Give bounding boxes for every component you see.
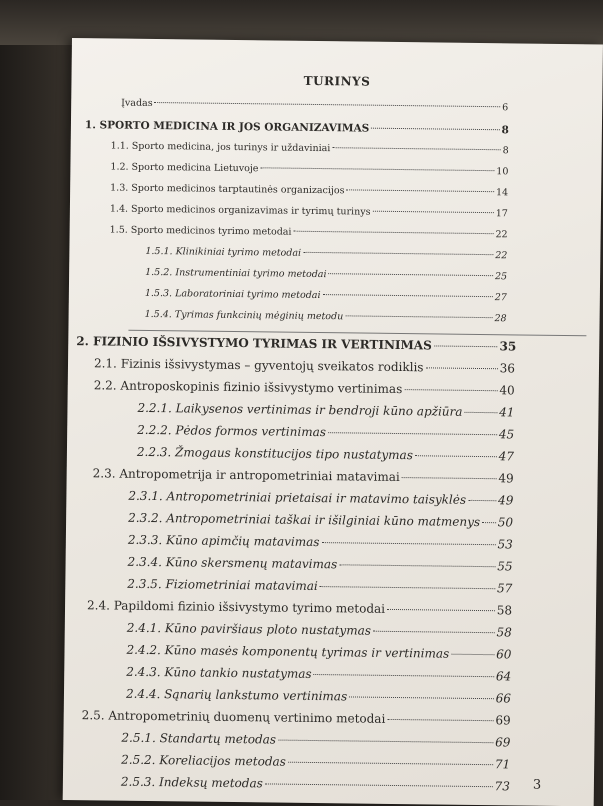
toc-entry-section	[87, 598, 512, 617]
toc-entry-page: 60	[496, 647, 512, 662]
toc-entry-chapter-2	[76, 334, 516, 353]
toc-entry-section	[111, 140, 509, 156]
toc-entry-label: 2.3.4. Kūno skersmenų matavimas	[127, 554, 338, 572]
toc-leader	[321, 542, 495, 545]
toc-entry-page: 8	[502, 145, 509, 157]
toc-leader	[294, 231, 494, 234]
toc-entry-subsection	[126, 687, 511, 706]
toc-entry-label: 1.4. Sporto medicinos organizavimas ir tyrimų turinys	[109, 203, 371, 218]
toc-entry-label: 2.5. Antropometrinių duomenų vertinimo metodai	[81, 708, 386, 726]
toc-entry-chapter-1	[85, 119, 509, 136]
toc-entry-page: 6	[502, 102, 509, 114]
toc-entry-label: 2.4. Papildomi fizinio išsivystymo tyrimo metodai	[86, 598, 386, 616]
toc-entry-page: 17	[495, 208, 508, 220]
toc-entry-page: 69	[495, 735, 511, 750]
toc-leader	[372, 211, 493, 213]
toc-entry-label: 2.3.3. Kūno apimčių matavimas	[127, 532, 320, 550]
page-title: TURINYS	[303, 73, 371, 89]
toc-entry-label: 2.3.2. Antropometriniai taškai ir išilginiai kūno matmenys	[128, 510, 481, 530]
toc-entry-page: 36	[499, 361, 516, 376]
toc-entry-subsection	[137, 445, 514, 464]
toc-entry-page: 40	[499, 383, 515, 398]
toc-entry-page: 45	[498, 427, 515, 442]
toc-entry-page: 28	[494, 313, 507, 325]
toc-leader	[314, 674, 494, 677]
toc-leader	[415, 455, 497, 457]
toc-leader	[332, 147, 500, 150]
toc-entry-subsection	[145, 309, 507, 324]
toc-entry-label: 2.4.2. Kūno masės komponentų tyrimas ir vertinimas	[126, 642, 450, 661]
toc-entry-page: 49	[498, 493, 514, 508]
toc-leader	[482, 522, 496, 523]
toc-entry-label: 2.2.1. Laikysenos vertinimas ir bendroji kūno apžiūra	[137, 400, 463, 419]
toc-leader	[464, 412, 497, 413]
toc-entry-label: 1.2. Sporto medicina Lietuvoje	[110, 161, 259, 175]
toc-leader	[387, 719, 493, 721]
toc-leader	[265, 783, 493, 787]
toc-entry-subsection	[127, 621, 512, 640]
toc-leader	[260, 167, 494, 171]
toc-entry-subsection	[128, 489, 513, 508]
toc-entry-page: 22	[495, 250, 508, 262]
toc-leader	[320, 586, 495, 589]
toc-entry-page: 14	[495, 187, 509, 199]
toc-entry-section	[82, 708, 511, 727]
toc-entry-subsection	[121, 753, 510, 772]
toc-entry-page: 73	[494, 779, 510, 794]
toc-leader	[155, 102, 501, 107]
toc-entry-section	[110, 161, 508, 177]
toc-entry-page: 71	[494, 757, 511, 772]
toc-leader	[323, 294, 493, 297]
toc-leader	[468, 500, 496, 501]
toc-entry-label: 1. SPORTO MEDICINA IR JOS ORGANIZAVIMAS	[84, 119, 370, 135]
toc-entry-subsection	[145, 267, 507, 282]
toc-entry-section	[94, 356, 515, 375]
toc-leader	[402, 477, 497, 479]
toc-entry-label: 2.5.1. Standartų metodas	[121, 730, 277, 747]
toc-entry-subsection	[121, 731, 510, 750]
toc-entry-subsection	[128, 533, 513, 552]
toc-leader	[328, 432, 497, 435]
toc-entry-page: 66	[495, 691, 512, 706]
toc-leader	[373, 631, 495, 633]
toc-entry-label: 1.5.1. Klinikiniai tyrimo metodai	[145, 245, 302, 259]
toc-entry-label: 1.3. Sporto medicinos tarptautinės organizacijos	[110, 182, 345, 197]
toc-entry-page: 47	[498, 449, 515, 464]
toc-entry-page: 41	[499, 405, 515, 420]
toc-entry-subsection	[126, 665, 511, 684]
toc-entry-label: Įvadas	[121, 97, 153, 109]
toc-entry-subsection	[137, 401, 514, 420]
toc-entry-page: 25	[494, 271, 508, 283]
toc-entry-page: 69	[495, 713, 511, 728]
book-page	[63, 38, 603, 806]
toc-leader	[404, 389, 497, 391]
toc-leader	[349, 696, 494, 699]
page-number: 3	[532, 777, 542, 793]
toc-entry-label: 2.3.5. Fiziometriniai matavimai	[127, 576, 318, 594]
toc-entry-page: 49	[498, 471, 514, 486]
toc-entry-subsection	[128, 555, 513, 574]
toc-entry-page: 22	[495, 229, 508, 241]
toc-entry-subsection	[137, 423, 514, 442]
toc-entry-page: 8	[501, 124, 509, 137]
toc-leader	[425, 367, 497, 369]
toc-leader	[387, 609, 495, 611]
toc-entry-page: 50	[497, 515, 514, 530]
toc-entry-page: 10	[496, 166, 509, 178]
toc-leader	[371, 128, 499, 131]
toc-entry-label: 2.3. Antropometrija ir antropometriniai matavimai	[92, 466, 400, 485]
toc-entry-label: 2.2.3. Žmogaus konstitucijos tipo nustatymas	[136, 444, 413, 463]
toc-leader	[339, 564, 495, 567]
toc-leader	[346, 189, 494, 192]
toc-leader	[278, 740, 493, 744]
toc-entry-section	[93, 466, 514, 485]
toc-leader	[329, 273, 494, 276]
toc-entry-page: 55	[497, 559, 513, 574]
toc-entry-label: 2.5.2. Koreliacijos metodas	[121, 752, 286, 769]
toc-entry-section	[94, 378, 515, 397]
toc-entry-page: 53	[497, 537, 513, 552]
toc-entry-label: 2.2. Antroposkopinis fizinio išsivystymo vertinimas	[93, 378, 403, 397]
toc-entry-section	[110, 224, 508, 240]
toc-entry-label: 2.5.3. Indeksų metodas	[120, 774, 263, 791]
toc-entry-label: 2. FIZINIO IŠSIVYSTYMO TYRIMAS IR VERTINIMAS	[76, 334, 432, 353]
toc-entry-label: 1.5.2. Instrumentiniai tyrimo metodai	[145, 266, 327, 281]
toc-entry-label: 2.4.4. Sąnarių lankstumo vertinimas	[125, 686, 348, 704]
toc-entry-subsection	[121, 775, 510, 794]
toc-entry-section	[110, 182, 508, 198]
toc-entry-page: 27	[494, 292, 507, 304]
toc-entry-page: 35	[499, 339, 517, 354]
toc-entry-label: 1.5.4. Tyrimas funkcinių mėginių metodu	[144, 308, 344, 323]
toc-leader	[434, 345, 498, 347]
toc-entry-label: 2.2.2. Pėdos formos vertinimas	[137, 422, 327, 440]
toc-entry-page: 57	[496, 581, 513, 596]
toc-entry-section	[110, 203, 508, 219]
toc-entry-label: 2.3.1. Antropometriniai prietaisai ir matavimo taisyklės	[128, 488, 467, 507]
toc-leader	[288, 762, 493, 766]
toc-entry-label: 1.5. Sporto medicinos tyrimo metodai	[109, 224, 292, 238]
toc-entry-subsection	[127, 577, 512, 596]
toc-entry-page: 58	[496, 625, 512, 640]
toc-entry-page: 58	[496, 603, 513, 618]
toc-leader	[303, 252, 493, 255]
toc-entry-subsection	[128, 511, 513, 530]
toc-entry-subsection	[126, 643, 511, 662]
toc-entry-label: 2.4.1. Kūno paviršiaus ploto nustatymas	[126, 620, 372, 638]
toc-entry-label: 2.1. Fizinis išsivystymas – gyventojų sveikatos rodiklis	[93, 356, 424, 375]
toc-leader	[451, 654, 494, 656]
toc-leader	[345, 315, 492, 318]
toc-entry-page: 64	[495, 669, 512, 684]
toc-entry-subsection	[145, 288, 507, 303]
toc-entry-introduction	[121, 98, 508, 114]
toc-entry-label: 1.5.3. Laboratoriniai tyrimo metodai	[144, 287, 321, 302]
toc-entry-subsection	[145, 246, 507, 261]
toc-entry-label: 2.4.3. Kūno tankio nustatymas	[126, 664, 312, 681]
toc-entry-label: 1.1. Sporto medicina, jos turinys ir uždaviniai	[110, 140, 331, 155]
